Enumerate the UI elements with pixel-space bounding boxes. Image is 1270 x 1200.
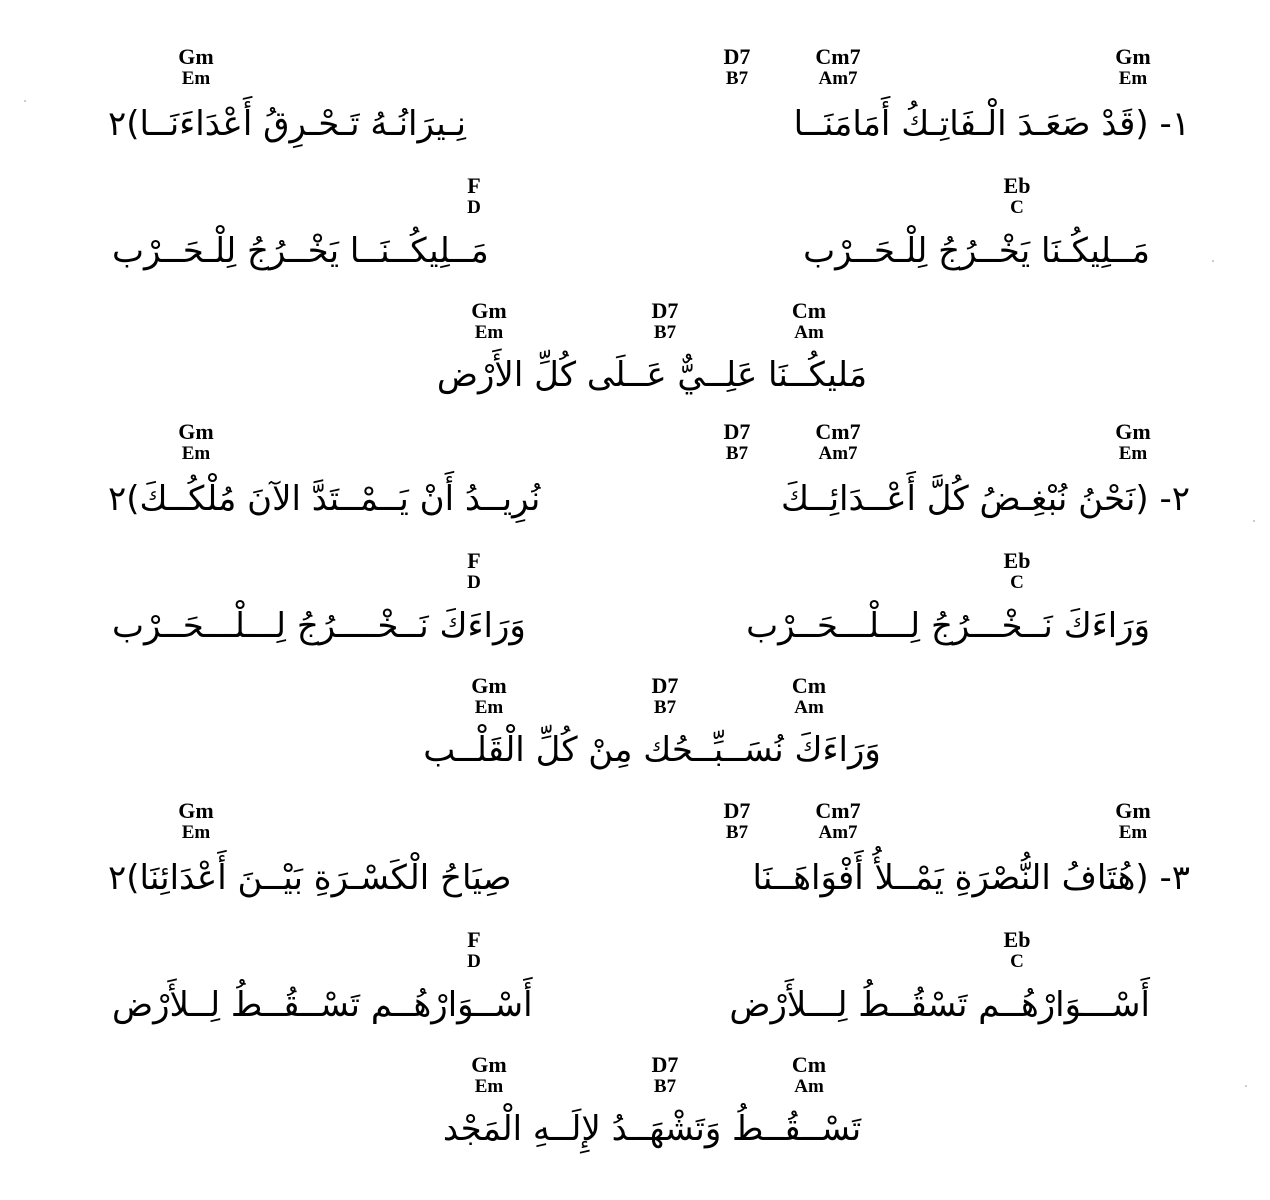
chord-marker (439, 550, 509, 592)
chord-name: D7 (651, 1052, 679, 1077)
chord-alt-name: D (467, 197, 481, 218)
lyric-line-first-half: وَرَاءَكَ نَــخْـــرُجُ لِـــلْـــحَــرْب (746, 606, 1150, 646)
chord-marker (630, 300, 700, 342)
chord-alt-name: Em (181, 443, 211, 464)
lyric-line-second-half: مَــلِيكُــنَــا يَخْــرُجُ لِلْـحَــرْب (112, 231, 489, 271)
chord-name: D7 (723, 419, 751, 444)
chord-alt-name: Em (1118, 443, 1148, 464)
chord-name: F (467, 173, 481, 198)
chord-alt-name: D (467, 572, 481, 593)
lyric-line-first-half: ٣- (هُتَافُ النُّصْرَةِ يَمْــلأُ أَفْوَاهَــنَا (752, 858, 1190, 898)
chord-name: Cm7 (815, 419, 861, 444)
chord-marker (702, 421, 772, 463)
chord-marker (454, 1054, 524, 1096)
chord-name: D7 (651, 298, 679, 323)
chord-alt-name: Em (1118, 822, 1148, 843)
chord-marker (774, 675, 844, 717)
chord-marker (1098, 800, 1168, 842)
lyric-line-second-half: نِـيرَانُـهُ تَـحْـرِقُ أَعْدَاءَنَــا)٢ (108, 104, 466, 144)
chord-name: Eb (1003, 548, 1031, 573)
lyric-line-second-half: صِيَاحُ الْكَسْـرَةِ بَيْــنَ أَعْدَائِنَا)٢ (108, 858, 512, 898)
chord-alt-name: C (1010, 572, 1024, 593)
chord-alt-name: C (1010, 951, 1024, 972)
chord-marker (803, 800, 873, 842)
chord-alt-name: Em (474, 322, 504, 343)
chord-marker (982, 175, 1052, 217)
chord-name: Cm (791, 1052, 827, 1077)
chord-alt-name: B7 (653, 322, 677, 343)
chord-alt-name: D (467, 951, 481, 972)
scan-speck (24, 100, 26, 102)
lyric-line-centered: تَسْــقُــطُ وَتَشْهَــدُ لإِلَــهِ الْمَجْد (442, 1109, 862, 1149)
chord-alt-name: B7 (725, 68, 749, 89)
lyric-line-second-half: نُرِيــدُ أَنْ يَــمْــتَدَّ الآنَ مُلْكُــكَ)٢ (108, 479, 541, 519)
chord-marker (1098, 421, 1168, 463)
chord-alt-name: Em (181, 68, 211, 89)
lyric-line-centered: مَليكُــنَا عَلِــيٌّ عَــلَى كُلِّ الأَرْض (436, 355, 868, 395)
chord-alt-name: Em (474, 1076, 504, 1097)
chord-name: Gm (471, 298, 507, 323)
lyric-line-second-half: أَسْــوَارْهُــم تَسْــقُــطُ لِــلأَرْض (112, 985, 533, 1025)
chord-marker (982, 929, 1052, 971)
chord-alt-name: Am (794, 1076, 824, 1097)
chord-name: Cm7 (815, 44, 861, 69)
chord-name: Gm (471, 673, 507, 698)
chord-marker (439, 175, 509, 217)
chord-marker (774, 300, 844, 342)
chord-marker (161, 800, 231, 842)
chord-marker (774, 1054, 844, 1096)
chord-name: Eb (1003, 927, 1031, 952)
chord-alt-name: B7 (725, 822, 749, 843)
chord-marker (454, 675, 524, 717)
chord-alt-name: Em (1118, 68, 1148, 89)
chord-marker (803, 421, 873, 463)
chord-name: Gm (471, 1052, 507, 1077)
chord-marker (702, 800, 772, 842)
chord-name: Gm (178, 798, 214, 823)
lyric-line-first-half: مَــلِيكُـنَا يَخْــرُجُ لِلْـحَــرْب (803, 231, 1150, 271)
chord-name: F (467, 927, 481, 952)
chord-marker (803, 46, 873, 88)
chord-alt-name: B7 (653, 1076, 677, 1097)
chord-alt-name: Am7 (818, 443, 858, 464)
chord-name: Gm (1115, 798, 1151, 823)
chord-marker (630, 1054, 700, 1096)
lyric-line-first-half: ١- (قَدْ صَعَـدَ الْـفَاتِـكُ أَمَامَنَــا (793, 104, 1190, 144)
lyric-line-centered: وَرَاءَكَ نُسَــبِّــحُك مِنْ كُلِّ الْقَلْــب (423, 730, 881, 770)
chord-name: Gm (1115, 44, 1151, 69)
scan-speck (1212, 260, 1214, 262)
chord-alt-name: B7 (653, 697, 677, 718)
chord-marker (630, 675, 700, 717)
lyric-line-first-half: أَسْـــوَارْهُــم تَسْقُــطُ لِـــلأَرْض (729, 985, 1150, 1025)
chord-alt-name: C (1010, 197, 1024, 218)
scan-speck (1253, 520, 1255, 522)
chord-name: Gm (178, 419, 214, 444)
chord-marker (161, 421, 231, 463)
chord-name: D7 (651, 673, 679, 698)
chord-alt-name: Am7 (818, 822, 858, 843)
scan-speck (1245, 1085, 1247, 1087)
chord-name: Eb (1003, 173, 1031, 198)
chord-marker (439, 929, 509, 971)
chord-marker (161, 46, 231, 88)
chord-alt-name: Em (474, 697, 504, 718)
chord-name: F (467, 548, 481, 573)
chord-name: Cm (791, 298, 827, 323)
chord-name: D7 (723, 798, 751, 823)
chord-name: D7 (723, 44, 751, 69)
chord-name: Gm (178, 44, 214, 69)
lyric-line-first-half: ٢- (نَحْنُ نُبْغِـضُ كُلَّ أَعْــدَائِــكَ (781, 479, 1190, 519)
chord-alt-name: Am (794, 697, 824, 718)
chord-marker (454, 300, 524, 342)
chord-name: Gm (1115, 419, 1151, 444)
chord-alt-name: Em (181, 822, 211, 843)
chord-alt-name: Am7 (818, 68, 858, 89)
chord-marker (702, 46, 772, 88)
chord-alt-name: B7 (725, 443, 749, 464)
chord-marker (982, 550, 1052, 592)
chord-name: Cm (791, 673, 827, 698)
chord-marker (1098, 46, 1168, 88)
chord-name: Cm7 (815, 798, 861, 823)
lyric-line-second-half: وَرَاءَكَ نَــخْــــرُجُ لِـــلْـــحَــرْب (112, 606, 526, 646)
chord-alt-name: Am (794, 322, 824, 343)
